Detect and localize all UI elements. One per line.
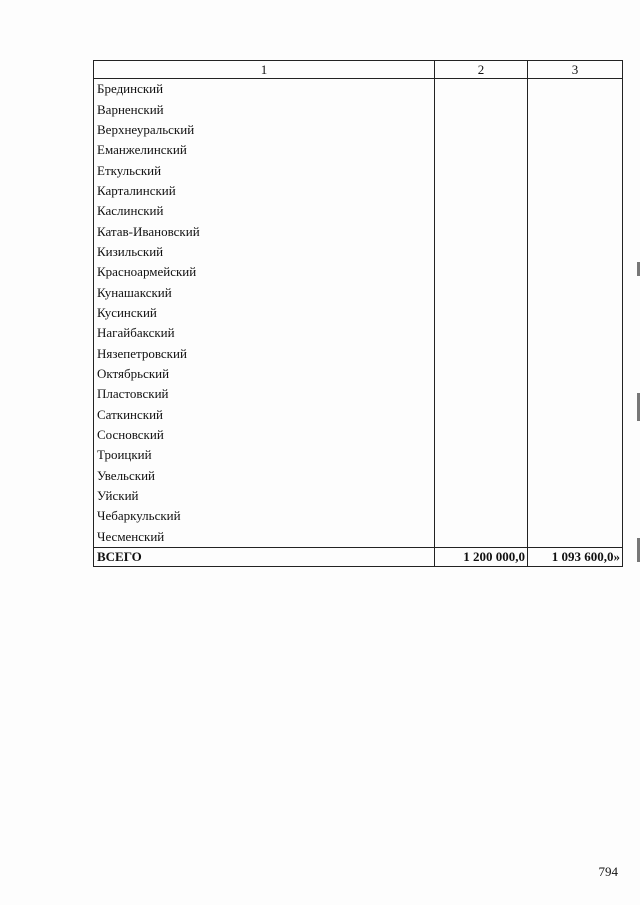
value-col2 bbox=[435, 425, 528, 445]
district-name: Нязепетровский bbox=[94, 343, 435, 363]
table-row bbox=[94, 527, 623, 548]
value-col2 bbox=[435, 303, 528, 323]
value-col3 bbox=[528, 221, 623, 241]
value-col3 bbox=[528, 140, 623, 160]
value-col2 bbox=[435, 120, 528, 140]
value-col3 bbox=[528, 343, 623, 363]
value-col3 bbox=[528, 384, 623, 404]
district-name: Еткульский bbox=[94, 160, 435, 180]
table-row bbox=[94, 384, 623, 404]
district-name: Пластовский bbox=[94, 384, 435, 404]
table-row bbox=[94, 343, 623, 363]
total-row bbox=[94, 547, 623, 566]
table-row bbox=[94, 445, 623, 465]
district-name: Еманжелинский bbox=[94, 140, 435, 160]
district-name: Верхнеуральский bbox=[94, 120, 435, 140]
value-col3 bbox=[528, 425, 623, 445]
total-label: ВСЕГО bbox=[94, 547, 435, 566]
district-name: Варненский bbox=[94, 99, 435, 119]
value-col3 bbox=[528, 282, 623, 302]
value-col2 bbox=[435, 282, 528, 302]
value-col3 bbox=[528, 120, 623, 140]
district-name: Кунашакский bbox=[94, 282, 435, 302]
district-name: Увельский bbox=[94, 466, 435, 486]
table-row bbox=[94, 99, 623, 119]
table-row bbox=[94, 140, 623, 160]
district-name: Чебаркульский bbox=[94, 506, 435, 526]
district-table bbox=[93, 60, 623, 567]
column-header-3: 3 bbox=[528, 61, 623, 79]
district-name: Катав-Ивановский bbox=[94, 221, 435, 241]
value-col3 bbox=[528, 160, 623, 180]
table-row bbox=[94, 323, 623, 343]
district-name: Уйский bbox=[94, 486, 435, 506]
table-row bbox=[94, 79, 623, 100]
district-name: Октябрьский bbox=[94, 364, 435, 384]
table-row bbox=[94, 221, 623, 241]
district-name: Кусинский bbox=[94, 303, 435, 323]
value-col2 bbox=[435, 466, 528, 486]
value-col2 bbox=[435, 486, 528, 506]
value-col3 bbox=[528, 181, 623, 201]
district-name: Нагайбакский bbox=[94, 323, 435, 343]
value-col2 bbox=[435, 364, 528, 384]
value-col2 bbox=[435, 221, 528, 241]
table-row bbox=[94, 160, 623, 180]
district-name: Карталинский bbox=[94, 181, 435, 201]
value-col2 bbox=[435, 160, 528, 180]
header-row bbox=[94, 61, 623, 79]
table-row bbox=[94, 201, 623, 221]
district-name: Брединский bbox=[94, 79, 435, 100]
column-header-1: 1 bbox=[94, 61, 435, 79]
value-col3 bbox=[528, 445, 623, 465]
table-row bbox=[94, 282, 623, 302]
value-col2 bbox=[435, 445, 528, 465]
district-name: Троицкий bbox=[94, 445, 435, 465]
value-col3 bbox=[528, 262, 623, 282]
table-row bbox=[94, 242, 623, 262]
value-col3 bbox=[528, 506, 623, 526]
table-row bbox=[94, 425, 623, 445]
value-col2 bbox=[435, 181, 528, 201]
value-col3 bbox=[528, 323, 623, 343]
value-col3 bbox=[528, 486, 623, 506]
table-row bbox=[94, 262, 623, 282]
page-number: 794 bbox=[598, 864, 618, 879]
value-col2 bbox=[435, 99, 528, 119]
value-col3 bbox=[528, 201, 623, 221]
table-row bbox=[94, 466, 623, 486]
value-col3 bbox=[528, 364, 623, 384]
district-name: Саткинский bbox=[94, 405, 435, 425]
value-col3 bbox=[528, 242, 623, 262]
district-name: Сосновский bbox=[94, 425, 435, 445]
value-col3 bbox=[528, 303, 623, 323]
total-value-col2: 1 200 000,0 bbox=[435, 547, 528, 566]
district-name: Чесменский bbox=[94, 527, 435, 548]
value-col3 bbox=[528, 466, 623, 486]
value-col3 bbox=[528, 79, 623, 100]
table-row bbox=[94, 303, 623, 323]
column-header-2: 2 bbox=[435, 61, 528, 79]
value-col2 bbox=[435, 384, 528, 404]
value-col2 bbox=[435, 79, 528, 100]
value-col2 bbox=[435, 527, 528, 548]
value-col2 bbox=[435, 140, 528, 160]
value-col2 bbox=[435, 405, 528, 425]
value-col2 bbox=[435, 262, 528, 282]
value-col3 bbox=[528, 527, 623, 548]
value-col3 bbox=[528, 405, 623, 425]
total-value-col3: 1 093 600,0» bbox=[528, 547, 623, 566]
district-name: Кизильский bbox=[94, 242, 435, 262]
district-name: Красноармейский bbox=[94, 262, 435, 282]
table-row bbox=[94, 181, 623, 201]
value-col2 bbox=[435, 242, 528, 262]
value-col2 bbox=[435, 343, 528, 363]
table-row bbox=[94, 486, 623, 506]
table-row bbox=[94, 120, 623, 140]
district-name: Каслинский bbox=[94, 201, 435, 221]
value-col3 bbox=[528, 99, 623, 119]
value-col2 bbox=[435, 323, 528, 343]
value-col2 bbox=[435, 201, 528, 221]
value-col2 bbox=[435, 506, 528, 526]
table-row bbox=[94, 364, 623, 384]
table-row bbox=[94, 405, 623, 425]
table-row bbox=[94, 506, 623, 526]
